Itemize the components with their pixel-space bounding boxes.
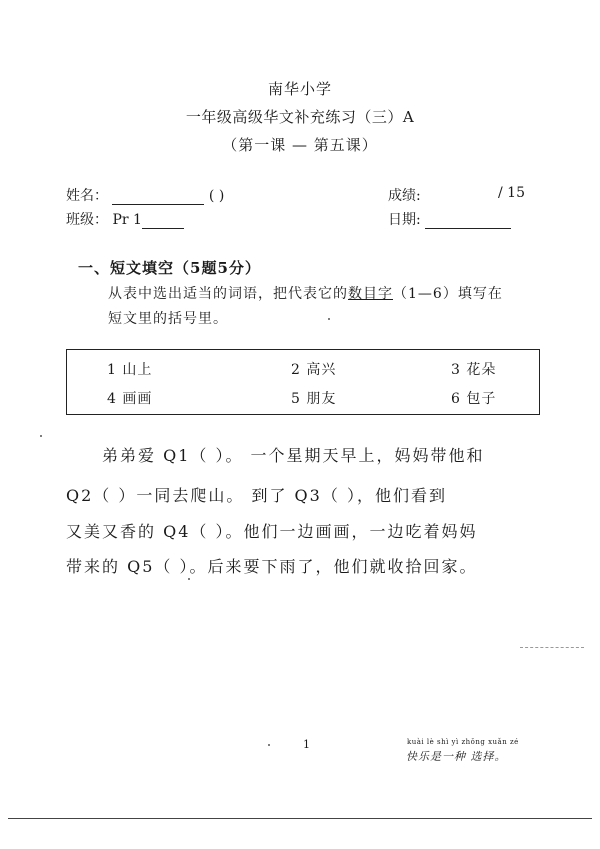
instruction-underlined: 数目字: [348, 286, 393, 302]
score-total: / 15: [498, 185, 525, 201]
section-title: 一、短文填空（5题5分）: [78, 259, 261, 277]
course-title: 一年级高级华文补充练习（三）A: [185, 108, 415, 126]
class-label: 班级：: [66, 212, 108, 228]
instruction-line-1: [108, 283, 503, 303]
name-field: [66, 185, 224, 205]
passage-line-2: Q2（ ）一同去爬山。 到了 Q3（ ），他们看到: [66, 486, 447, 505]
scan-speck: [188, 578, 190, 580]
word-bank-item: 4 画画: [107, 391, 153, 407]
class-value: Pr 1: [112, 212, 142, 228]
instruction-text-b: （1—6）填写在: [393, 286, 503, 302]
class-field: [66, 209, 184, 229]
name-bracket: ( ): [208, 188, 225, 204]
word-bank-item: 2 高兴: [291, 362, 337, 378]
scan-speck: [328, 318, 330, 320]
instruction-text-a: 从表中选出适当的词语，把代表它的: [108, 286, 348, 302]
scan-mark: [520, 647, 584, 648]
scan-speck: [268, 744, 270, 746]
instruction-line-2: 短文里的括号里。: [108, 311, 228, 327]
school-name: 南华小学: [267, 80, 332, 98]
page-number: 1: [303, 738, 310, 751]
word-bank-item: 3 花朵: [451, 362, 497, 378]
bottom-border-line: [8, 818, 592, 819]
motto-pinyin: kuài lè shì yì zhǒng xuǎn zé: [407, 738, 519, 746]
word-bank-item: 6 包子: [451, 391, 497, 407]
class-blank: [142, 214, 184, 229]
name-blank: [112, 190, 204, 205]
motto: 快乐是一种 选择。: [406, 750, 507, 763]
date-field: [388, 209, 511, 229]
word-bank-item: 5 朋友: [291, 391, 337, 407]
score-label: 成绩:: [388, 188, 421, 204]
name-label: 姓名：: [66, 188, 108, 204]
passage-line-3: 又美又香的 Q4（ ）。他们一边画画，一边吃着妈妈: [66, 522, 478, 541]
date-label: 日期:: [388, 212, 421, 228]
word-bank-box: [66, 349, 540, 415]
word-bank-item: 1 山上: [107, 362, 153, 378]
scan-speck: [40, 435, 42, 437]
passage-line-1: 弟弟爱 Q1（ ）。 一个星期天早上，妈妈带他和: [102, 446, 485, 465]
date-blank: [425, 214, 511, 229]
passage-line-4: 带来的 Q5（ ）。后来要下雨了，他们就收拾回家。: [66, 557, 478, 576]
lesson-range: （第一课 — 第五课）: [222, 136, 378, 154]
